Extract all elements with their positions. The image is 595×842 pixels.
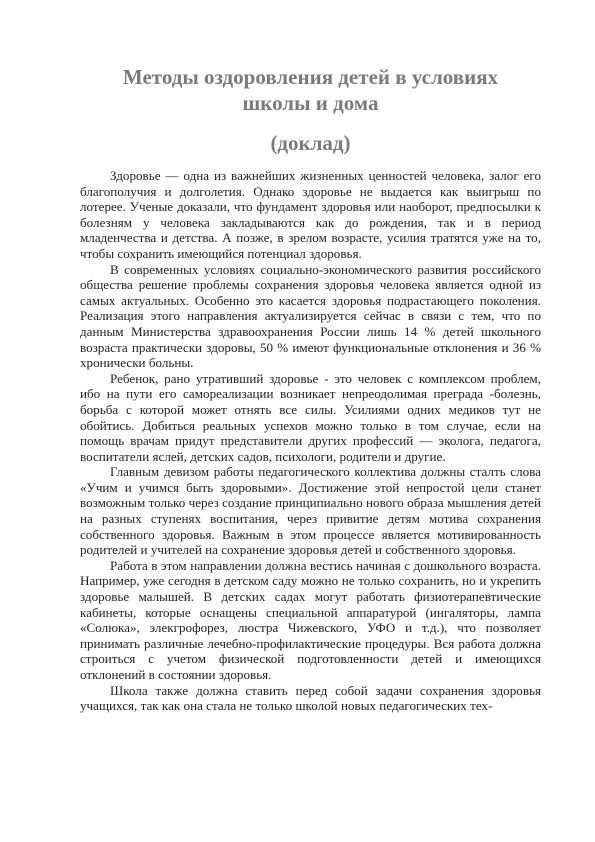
paragraph: Школа также должна ставить перед собой задачи сохранения здоровья учащихся, так как она стала не только школой новых педагогических тех- [80,682,541,714]
title-line-2: школы и дома [242,91,379,115]
paragraph: Главным девизом работы педагогического коллектива должны сталть слова «Учим и учимся быть здоровыми». Достижение этой непростой цели станет возможным только через создание принципиально нового образа мышления детей на разных ступенях воспитания, через привитие детям мотива сохранения собственного здоровья. Важным в этом процессе является мотивированность родителей и учителей на сохранение здоровья детей и собственного здоровья. [80,464,541,558]
paragraph: Здоровье — одна из важнейших жизненных ценностей человека, залог его благополучия и долголетия. Однако здоровье не выдается как выигрыш по лотерее. Ученые доказали, что фундамент здоровья или наоборот, предпосылки к болезням у человека закладываются как до рождения, так и в период младенчества и детства. А позже, в зрелом возрасте, усилия тратятся уже на то, чтобы сохранить имеющийся потенциал здоровья. [80,168,541,261]
document-subtitle: (доклад) [270,131,351,155]
paragraph: В современных условиях социально-экономического развития российского общества решение проблемы сохранения здоровья человека является одной из самых актуальных. Особенно это касается здоровья подрастающего поколения. Реализация этого направления актуализируется сейчас в связи с тем, что по данным Министерства здравоохранения России лишь 14 % детей школьного возраста практически здоровы, 50 % имеют функциональные отклонения и 36 % хронически больны. [80,261,541,371]
title-line-1: Методы оздоровления детей в условиях [122,65,499,89]
document-title [80,64,541,116]
paragraph: Работа в этом направлении должна вестись начиная с дошкольного возраста. Например, уже сегодня в детском саду можно не только сохранить, но и укрепить здоровье малышей. В детских садах могут работать физиотерапевтические кабинеты, которые оснащены специальной аппаратурой (ингаляторы, лампа «Солюка», элекгрофорез, люстра Чижевского, УФО и т.д.), что позволяет принимать различные лечебно-профилактические процедуры. Вся работа должна строиться с учетом физической подготовленности детей и имеющихся отклонений в состоянии здоровья. [80,557,541,682]
paragraph: Ребенок, рано утративший здоровье - это человек с комплексом проблем, ибо на пути его самореализации возникает непреодолимая преграда -болезнь, борьба с которой может отнять все силы. Усилиями одних медиков тут не обойтись. Добиться реальных успехов можно только в том случае, если на помощь врачам придут представители других профессий — эколога, педагога, воспитатели яслей, детских садов, психологи, родители и другие. [80,370,541,464]
document-body [80,168,541,714]
